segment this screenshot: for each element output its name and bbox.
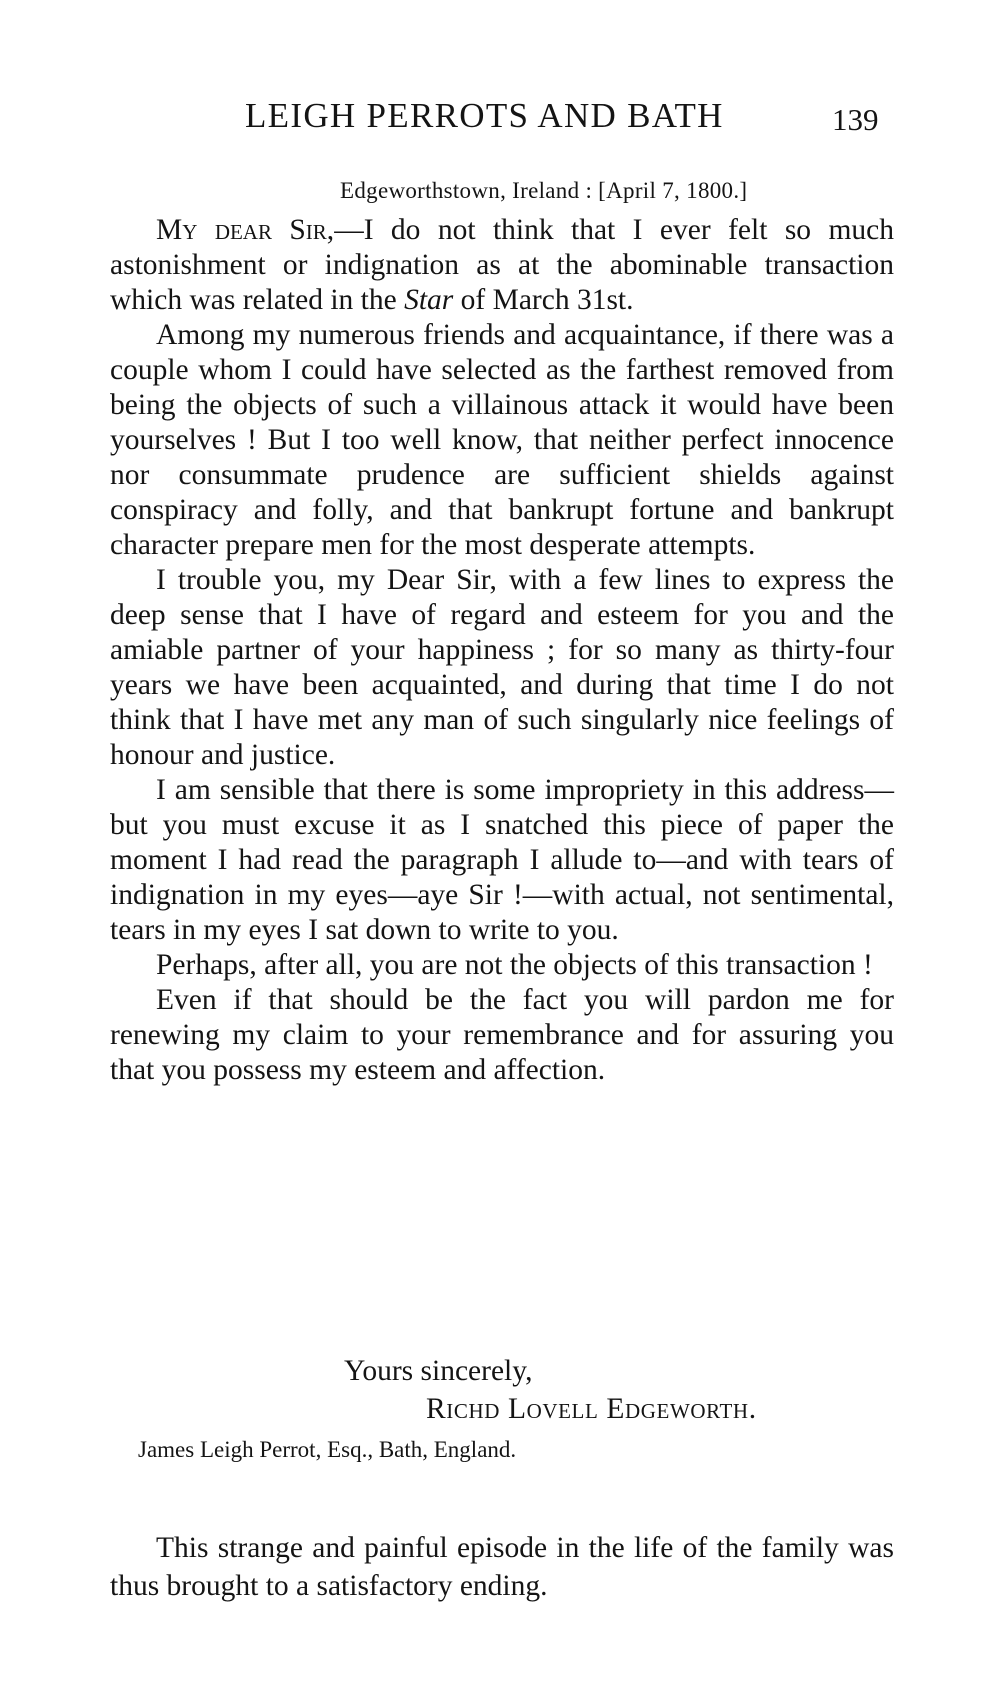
page-number: 139 <box>832 102 879 137</box>
letter-dateline: Edgeworthstown, Ireland : [April 7, 1800.] <box>340 178 748 203</box>
letter-paragraph <box>110 213 894 318</box>
paragraph-text: —I do not think that I ever felt so much astonishment or indignation as at the abominable transaction which was related in the <box>110 214 895 316</box>
letter-body <box>110 213 894 1088</box>
letter-address: James Leigh Perrot, Esq., Bath, England. <box>138 1437 517 1462</box>
letter-paragraph: I am sensible that there is some impropriety in this address—but you must excuse it as I snatched this piece of paper the moment I had read the paragraph I allude to—and with tears of indignation in my eyes—aye Sir !—with actual, not sentimental, tears in my eyes I sat down to write to you. <box>110 774 894 946</box>
salutation: My dear Sir, <box>156 214 335 246</box>
running-title: LEIGH PERROTS AND BATH <box>245 96 724 135</box>
letter-paragraph: I trouble you, my Dear Sir, with a few lines to express the deep sense that I have of regard and esteem for you and the amiable partner of your happiness ; for so many as thirty-four years we have been acquainted, and during that time I do not think that I have met any man of such singularly nice feelings of honour and justice. <box>110 564 894 771</box>
letter-closing: Yours sincerely, <box>344 1355 533 1387</box>
letter-paragraph: Perhaps, after all, you are not the objects of this transaction ! <box>156 949 873 981</box>
narrative-paragraph: This strange and painful episode in the life of the family was thus brought to a satisfactory ending. <box>110 1532 894 1602</box>
paragraph-text: of March 31st. <box>460 284 634 316</box>
newspaper-title: Star <box>404 284 454 316</box>
running-head <box>0 96 1000 136</box>
letter-paragraph: Even if that should be the fact you will pardon me for renewing my claim to your remembrance and for assuring you that you possess my esteem and affection. <box>110 984 894 1086</box>
narrative-text <box>110 1529 894 1605</box>
letter-paragraph: Among my numerous friends and acquaintance, if there was a couple whom I could have selected as the farthest removed from being the objects of such a villainous attack it would have been yourselves ! But I too well know, that neither perfect innocence nor consummate prudence are sufficient shields against conspiracy and folly, and that bankrupt fortune and bankrupt character prepare men for the most desperate attempts. <box>110 319 894 561</box>
letter-signature: Richd Lovell Edgeworth. <box>426 1393 757 1425</box>
